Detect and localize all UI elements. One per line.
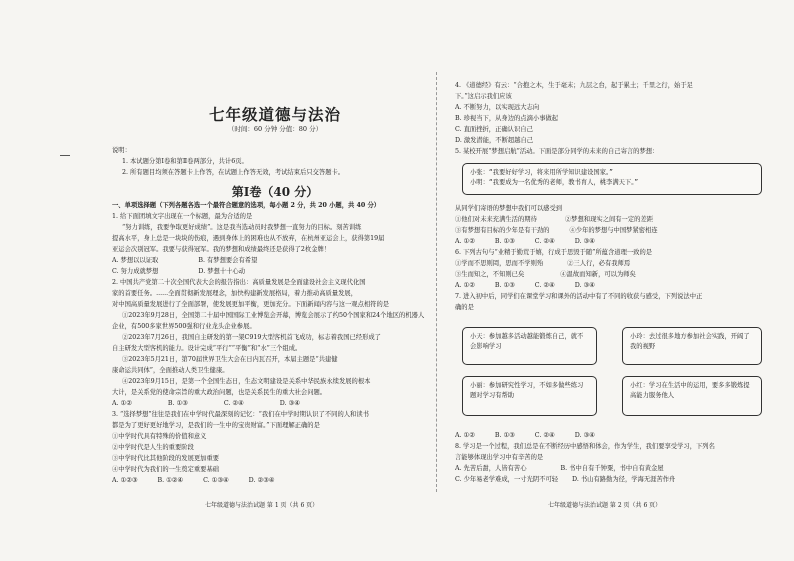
instruction-line: 1. 本试题分第Ⅰ卷和第Ⅱ卷两部分，共计6页。 (122, 158, 248, 165)
question-4 (455, 80, 771, 157)
quote-line: 小张：“我要好好学习，将来用所学知识建设国家。” (470, 169, 613, 176)
question-8 (455, 430, 771, 485)
question-line: 6. 下列古句与“业精于勤荒于嬉，行成于思毁于随”所蕴含道理一致的是 (455, 249, 653, 256)
question-line: 从同学们寄语的梦想中我们可以感受到 (455, 205, 563, 212)
question-line: ①中学时代具有特殊的价值和意义 (112, 433, 207, 440)
question-line: 言能够体现出学习中有辛苦的是 (455, 454, 544, 461)
option-line: ③有梦想有目标的少年是有干劲的 ④少年的梦想与中国梦紧密相连 (455, 227, 658, 234)
question-line: C. 努力成就梦想 D. 梦想十十心动 (112, 268, 246, 275)
question-line: 2. 中国共产党第二十次全国代表大会的报告指出：高质量发展是全面建设社会主义现代化国 (112, 279, 366, 286)
question-line: A. ①② B. ①③ C. ②④ D. ③④ (112, 400, 300, 407)
question-line: ③2023年5月21日，第70届世界卫生大会在日内瓦召开，本届主题是“共建健 (122, 356, 338, 363)
instructions (112, 145, 430, 178)
instruction-line: 说明： (112, 147, 131, 154)
question-line: 亚运会次别冠军。我要与获得冠军。我的梦想和成绩最终还是获得了2枚金牌！ (112, 246, 331, 253)
option-line: A. 不断努力，以实现远大志向 (455, 104, 540, 111)
section-title: 第Ⅰ卷（40 分） (231, 185, 319, 199)
option-line: ①学而不思则罔，思而不学则殆 ②三人行，必有我师焉 (455, 260, 631, 267)
question-line: 7. 进入初中后，同学们在课堂学习和课外的活动中有了不同的收获与感受，下列说法中正 (455, 293, 703, 300)
option-line: C. 直面挫折，正确认识自己 (455, 126, 533, 133)
option-line: C. 少年易老学难成，一寸光阴不可轻 D. 书山有路勤为径，学海无涯苦作舟 (455, 476, 676, 483)
question-line: 4. 《道德经》有云：“合抱之木，生于毫末；九层之台，起于累土；千里之行，始于足 (455, 82, 693, 89)
question-line: 3. “选择梦想”往往是我们在中学时代最深刻的记忆：“我们在中学时期认识了不同的人和读书 (112, 411, 369, 418)
question-line: ②2023年7月26日，我国自主研发的第一架C919大型客机首飞成功，标志着我国已经形成了 (122, 334, 381, 341)
page-divider (436, 72, 437, 492)
question-line: 对中国高质量发展进行了全面部署，使发展更加平衡，更加充分。下面新闻内容与这一观点相符的是 (112, 301, 390, 308)
left-questions (112, 200, 430, 486)
option-line: A. ①② B. ①③ C. ②④ D. ③④ (455, 282, 595, 289)
question-5-6-7 (455, 203, 771, 313)
question-line: A. ①②③ B. ①②④ C. ①③④ D. ②③④ (112, 477, 275, 484)
margin-mark (60, 155, 70, 156)
question-line: 5. 某校开展“梦想启航”活动。下面是部分同学的未来的自己寄言的梦想： (455, 148, 659, 155)
option-line: A. ①② B. ①③ C. ②④ D. ③④ (455, 238, 595, 245)
exam-subtitle: （时间：60 分钟 分值：80 分） (227, 125, 323, 133)
question-line: 8. 学习是一个过程，我们总是在不断经历中感悟和体会，作为学生，我们要享受学习，下列名 (455, 443, 715, 450)
option-line: ①他们对未来充满生活的期待 ②梦想和现实之间有一定的差距 (455, 216, 654, 223)
question-line: 康命运共同体”，全面推动人类卫生健康。 (112, 367, 229, 374)
question-line: 企业，有500多家世界500强和行业龙头企业参展。 (112, 323, 256, 330)
question-line: A. 梦想以以证取 B. 有梦想要会有希望 (112, 257, 258, 264)
exam-title: 七年级道德与法治 (208, 105, 341, 124)
opinion-box-c: 小丽：参加研究性学习，不如多做些练习题对学习有帮助 (462, 376, 597, 416)
question-line: ④中学时代为我们的一生奠定重要基础 (112, 466, 220, 473)
question-line: 都是为了更好更好地学习，是我们的一生中的宝贵财富。”下面理解正确的是 (112, 422, 320, 429)
question-line: 家的首要任务。......全面贯彻新发展理念，加快构建新发展格局，着力推动高质量发展， (112, 290, 357, 297)
question-line: 下。”这启示我们应该 (455, 93, 512, 100)
quote-box (462, 163, 762, 195)
question-line: ④2023年9月15日，是第一个全国生态日，生态文明建设是关系中华民族永续发展的根本 (122, 378, 371, 385)
option-line: A. ①② B. ①③ C. ②④ D. ③④ (455, 432, 595, 439)
opinion-box-d: 小红：学习在生活中的运用，要多多锻炼提高能力服务他人 (622, 376, 762, 416)
question-line: ①2023年9月28日，全国第二十届中国国际工业博览会开幕，博览会展示了约50个国家和24个地区的机器人 (122, 312, 425, 319)
question-line: 大计，是关系党的使命宗旨的重大政治问题，也是关系民生的重大社会问题。 (112, 389, 327, 396)
instruction-line: 2. 所有题目均须在答题卡上作答，在试题上作答无效，考试结束后只交答题卡。 (122, 169, 345, 176)
opinion-box-a: 小天：参加越多活动越能锻炼自己，就不会影响学习 (462, 327, 597, 365)
question-line: 确的是 (455, 304, 474, 311)
option-line: ③生而知之，不知则已矣 ④温故而知新，可以为师矣 (455, 271, 636, 278)
option-line: D. 激发潜能，不断超越自己 (455, 137, 534, 144)
question-line: 一、单项选择题（下列各题各选一个最符合题意的选项，每小题 2 分，共 20 小题，共 40 分） (112, 202, 381, 209)
question-line: 提高水平，身上总是一块块的伤痕，遇到身体上的困难也从不放弃，在杭州亚运会上，获得第19届 (112, 235, 385, 242)
question-line: ③中学时代比其他阶段的发展更加重要 (112, 455, 220, 462)
option-line: A. 先苦后甜，人皆有苦心 B. 书中自有千钟粟，书中自有黄金屋 (455, 465, 664, 472)
opinion-box-b: 小玲：去过很多地方参加社会实践，开阔了我的视野 (622, 327, 762, 365)
quote-line: 小明：“我要成为一名优秀的老师，教书育人，桃李满天下。” (470, 179, 639, 186)
option-line: B. 珍视当下，从身边的点滴小事做起 (455, 115, 559, 122)
question-line: “努力训练，我要争取更好成绩”。这是我当选动员时我梦想一直努力的目标。刻苦训练 (122, 224, 362, 231)
page-footer: 七年级道德与法治试题 第 2 页（共 6 页） (548, 502, 662, 509)
question-line: ②中学时代是人生的重要阶段 (112, 444, 194, 451)
page-footer: 七年级道德与法治试题 第 1 页（共 6 页） (205, 502, 319, 509)
question-line: 自主研发大型客机的能力。设计完成“平行”“平衡”和“水”三个组成。 (112, 345, 302, 352)
question-line: 1. 给下面团填文字出现在一个标题，最为合适的是 (112, 213, 253, 220)
